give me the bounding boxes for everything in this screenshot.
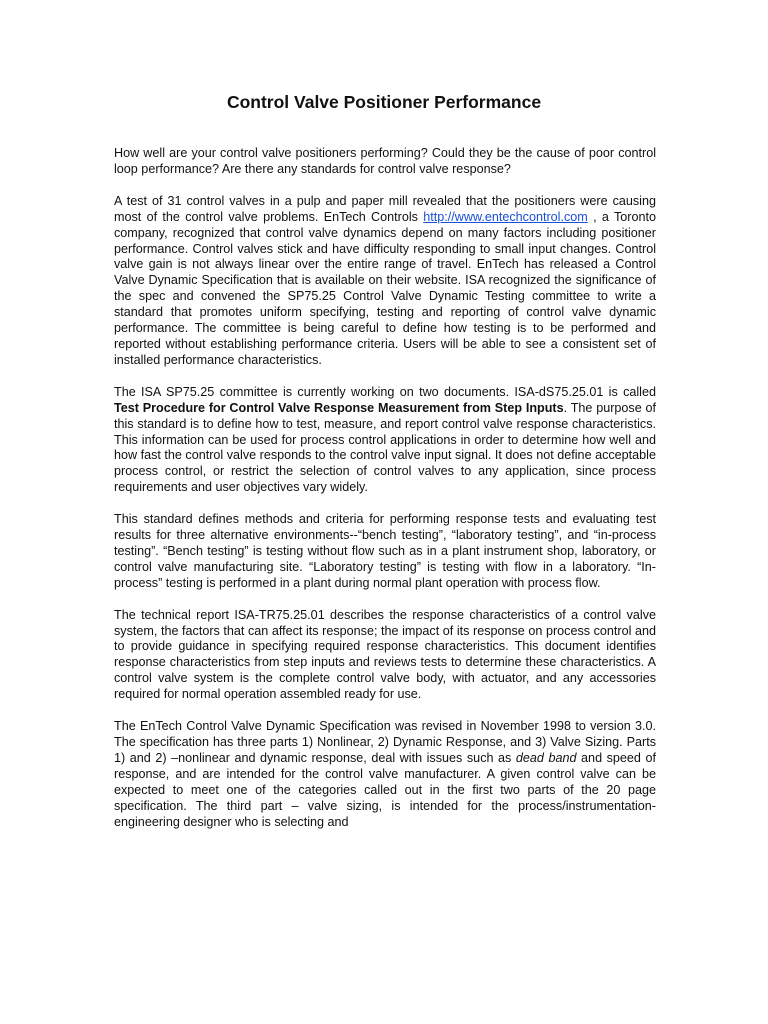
paragraph-text: A test of 31 control valves in a pulp and paper mill revealed that the positioners were causing most of the control valve problems. EnTech Controls [114,193,656,224]
document-body [114,146,656,846]
paragraph-technical-report: The technical report ISA-TR75.25.01 describes the response characteristics of a control valve system, the factors that can affect its response; the impact of its response on process control and to provide guidance in specifying required response characteristics. This document identifies response characteristics from step inputs and reviews tests to determine these characteristics. A control valve system is the complete control valve body, with actuator, and any accessories required for normal operation assembled ready for use. [114,607,656,702]
dead-band-italic: dead band [515,750,577,765]
paragraph-test-results [114,194,656,369]
paragraph-entech-spec [114,719,656,830]
paragraph-text: . The purpose of this standard is to define how to test, measure, and report control valve response characteristics. This information can be used for process control applications in order to determine how well and how fast the control valve responds to the control valve input signal. It does not define acceptable process control, or restrict the selection of control valves to any application, since process requirements and user objectives vary widely. [114,400,656,495]
paragraph-test-environments: This standard defines methods and criteria for performing response tests and evaluating test results for three alternative environments--“bench testing”, “laboratory testing”, and “in-process testing”. “Bench testing” is testing without flow such as in a plant instrument shop, laboratory, or control valve manufacturing site. “Laboratory testing” is testing with flow in a laboratory. “In-process” testing is performed in a plant during normal plant operation with process flow. [114,512,656,590]
paragraph-isa-committee [114,385,656,496]
paragraph-intro: How well are your control valve positioners performing? Could they be the cause of poor control loop performance? Are there any standards for control valve response? [114,146,656,176]
paragraph-text: The EnTech Control Valve Dynamic Specification was revised in November 1998 to version 3.0. The specification has three parts 1) Nonlinear, 2) Dynamic Response, and 3) Valve Sizing. Parts 1) and 2) –nonlinear and dynamic response, deal with issues such as [114,719,656,765]
entech-website-link[interactable]: http://www.entechcontrol.com [423,209,588,224]
paragraph-text: and speed of response, and are intended for the control valve manufacturer. A given control valve can be expected to meet one of the categories called out in the first two parts of the 20 page specification. The third part – valve sizing, is intended for the process/instrumentation-engineering designer who is selecting and [114,750,656,829]
page-title: Control Valve Positioner Performance [226,92,542,112]
paragraph-text: The ISA SP75.25 committee is currently working on two documents. ISA-dS75.25.01 is called [114,384,656,399]
standard-name-bold: Test Procedure for Control Valve Response Measurement from Step Inputs [114,400,564,415]
paragraph-text: , a Toronto company, recognized that control valve dynamics depend on many factors including positioner performance. Control valves stick and have difficulty responding to small input changes. Control valve gain is not always linear over the entire range of travel. EnTech has released a Control Valve Dynamic Specification that is available on their website. ISA recognized the significance of the spec and convened the SP75.25 Control Valve Dynamic Testing committee to write a standard that promotes uniform specifying, testing and reporting of control valve dynamic performance. The committee is being careful to define how testing is to be performed and reported without establishing performance criteria. Users will be able to see a consistent set of installed performance characteristics. [114,209,657,367]
